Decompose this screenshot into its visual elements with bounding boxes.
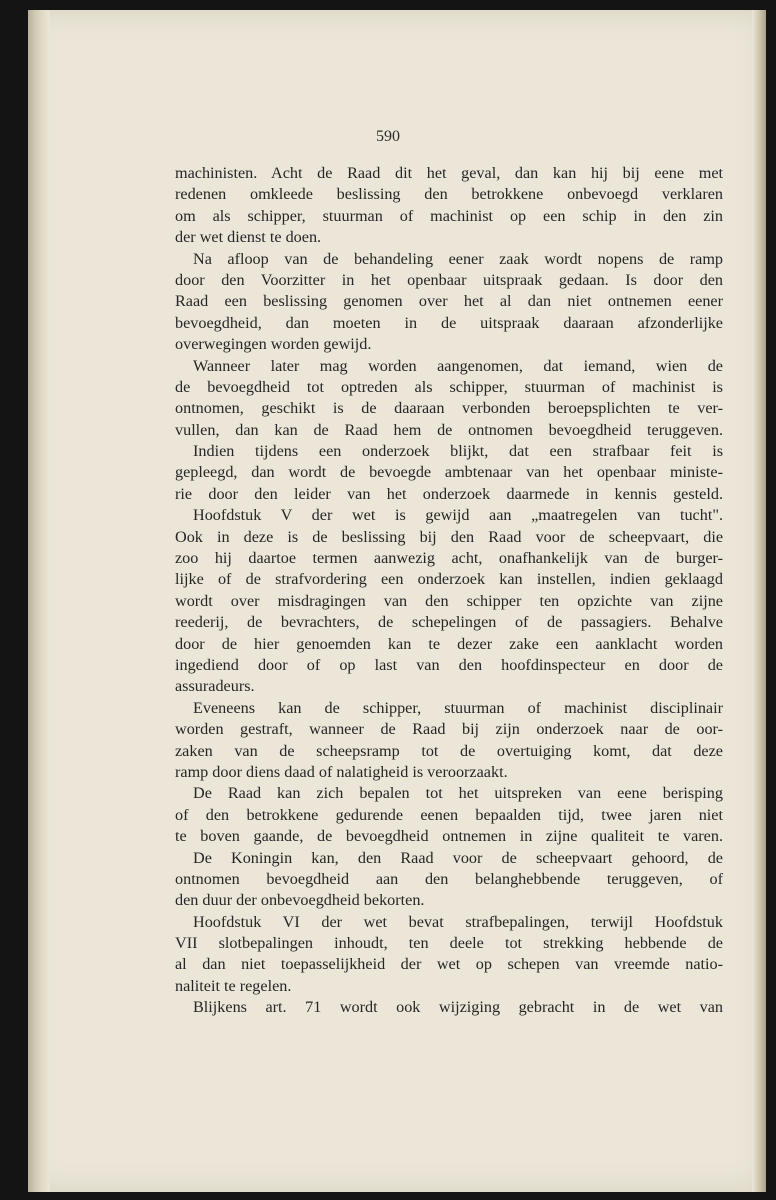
text-line: Raad een beslissing genomen over het al dan niet ontnemen eener — [175, 292, 723, 311]
text-line: wordt over misdragingen van den schipper ten opzichte van zijne — [175, 591, 723, 610]
page-gutter — [28, 10, 50, 1192]
text-line: zoo hij daartoe termen aanwezig acht, onafhankelijk van de burger- — [175, 549, 723, 568]
text-line: De Raad kan zich bepalen tot het uitspreken van eene berisping — [193, 784, 723, 803]
text-line: Indien tijdens een onderzoek blijkt, dat een strafbaar feit is — [193, 442, 723, 461]
text-line: bevoegdheid, dan moeten in de uitspraak daaraan afzonderlijke — [175, 313, 723, 332]
text-line: te boven gaande, de bevoegdheid ontnemen in zijne qualiteit te varen. — [175, 827, 723, 846]
text-line: Ook in deze is de beslissing bij den Raad voor de scheepvaart, die — [175, 527, 723, 546]
text-line: door den Voorzitter in het openbaar uitspraak gedaan. Is door den — [175, 270, 723, 289]
text-line: Eveneens kan de schipper, stuurman of machinist disciplinair — [193, 698, 723, 717]
text-line: rie door den leider van het onderzoek daarmede in kennis gesteld. — [175, 484, 723, 503]
text-line: ingediend door of op last van den hoofdinspecteur en door de — [175, 655, 723, 674]
page-edge — [752, 10, 766, 1192]
text-line: der wet dienst te doen. — [175, 228, 322, 247]
text-line: lijke of de strafvordering een onderzoek kan instellen, indien geklaagd — [175, 570, 723, 589]
text-line: den duur der onbevoegdheid bekorten. — [175, 891, 425, 910]
text-line: om als schipper, stuurman of machinist op een schip in den zin — [175, 206, 723, 225]
text-line: De Koningin kan, den Raad voor de scheepvaart gehoord, de — [193, 848, 723, 867]
text-line: machinisten. Acht de Raad dit het geval, dan kan hij bij eene met — [175, 164, 723, 182]
text-line: al dan niet toepasselijkheid der wet op schepen van vreemde natio- — [175, 955, 723, 974]
text-line: ramp door diens daad of nalatigheid is veroorzaakt. — [175, 762, 508, 781]
page-number: 590 — [376, 128, 400, 145]
text-line: Na afloop van de behandeling eener zaak wordt nopens de ramp — [193, 249, 723, 268]
text-line: naliteit te regelen. — [175, 976, 292, 995]
text-line: Hoofdstuk V der wet is gewijd aan „maatregelen van tucht". — [193, 506, 723, 525]
text-line: gepleegd, dan wordt de bevoegde ambtenaar van het openbaar ministe- — [175, 463, 723, 482]
text-line: Wanneer later mag worden aangenomen, dat iemand, wien de — [193, 356, 723, 375]
text-line: reederij, de bevrachters, de schepelingen of de passagiers. Behalve — [175, 613, 723, 632]
text-line: vullen, dan kan de Raad hem de ontnomen bevoegdheid teruggeven. — [175, 420, 723, 439]
text-line: overwegingen worden gewijd. — [175, 335, 372, 354]
text-line: VII slotbepalingen inhoudt, ten deele tot strekking hebbende de — [175, 934, 723, 953]
text-line: worden gestraft, wanneer de Raad bij zijn onderzoek naar de oor- — [175, 720, 723, 739]
text-line: Hoofdstuk VI der wet bevat strafbepalingen, terwijl Hoofdstuk — [193, 912, 723, 931]
text-line: assuradeurs. — [175, 677, 255, 696]
text-line: Blijkens art. 71 wordt ook wijziging gebracht in de wet van — [193, 998, 723, 1017]
text-line: ontnomen, geschikt is de daaraan verbonden beroepsplichten te ver- — [175, 399, 723, 418]
text-line: zaken van de scheepsramp tot de overtuiging komt, dat deze — [175, 741, 723, 760]
text-line: door de hier genoemden kan te dezer zake een aanklacht worden — [175, 634, 723, 653]
text-line: de bevoegdheid tot optreden als schipper, stuurman of machinist is — [175, 377, 723, 396]
text-line: of den betrokkene gedurende eenen bepaalden tijd, twee jaren niet — [175, 805, 723, 824]
text-line: redenen omkleede beslissing den betrokkene onbevoegd verklaren — [175, 185, 723, 204]
body-text — [175, 163, 723, 1019]
text-line: ontnomen bevoegdheid aan den belanghebbende teruggeven, of — [175, 869, 723, 888]
